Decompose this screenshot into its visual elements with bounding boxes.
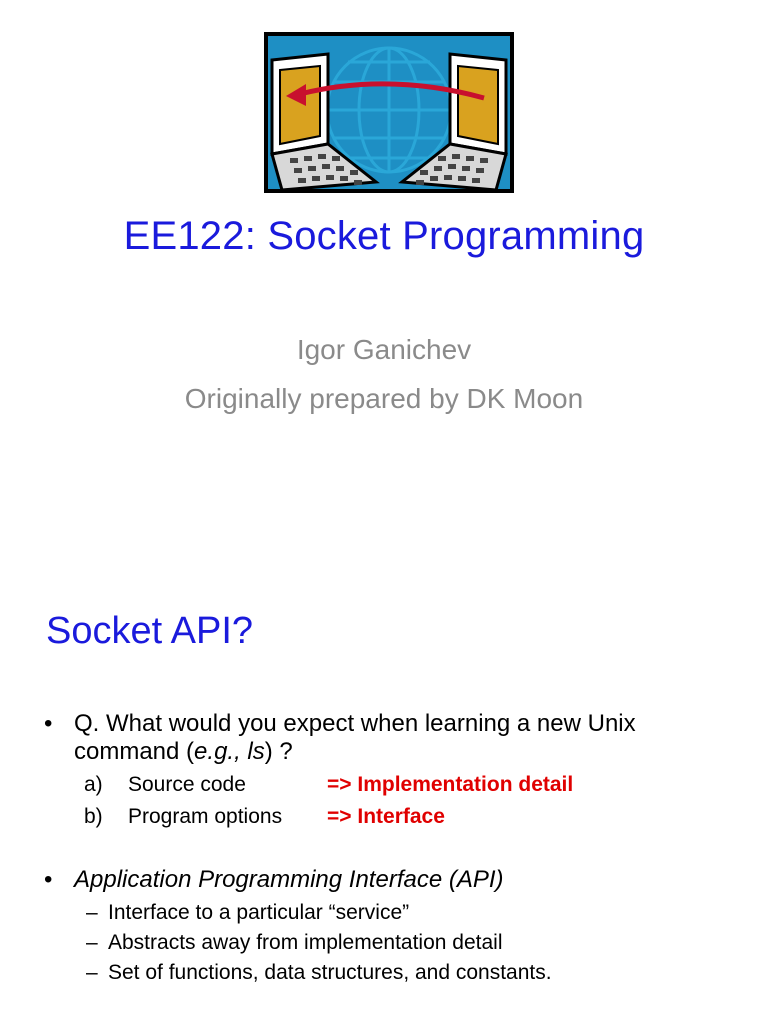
en-dash-icon: – [86,901,98,924]
list-item-text: Source code [128,773,246,796]
bullet-text: Q. What would you expect when learning a new Unix [74,710,636,737]
bullet-text-continued [74,738,293,766]
list-label: a) [84,773,103,796]
author-name: Igor Ganichev [296,334,472,365]
text-segment: ) ? [264,738,293,765]
slide-title: Socket API? [46,610,254,652]
bullet-text: Application Programming Interface (API) [74,866,504,893]
en-dash-icon: – [86,931,98,954]
bullet-dot-icon: • [44,710,53,737]
text-segment: command ( [74,738,195,765]
bullet-dot-icon: • [44,866,53,893]
networked-computers-globe-icon [264,32,514,193]
list-label: b) [84,805,103,828]
en-dash-icon: – [86,961,98,984]
sub-bullet-text: Interface to a particular “service” [108,901,410,924]
sub-bullet-text: Set of functions, data structures, and constants. [108,961,552,984]
credit-line: Originally prepared by DK Moon [184,383,584,414]
list-item-answer: => Implementation detail [327,773,574,796]
list-item-text: Program options [128,805,283,828]
list-item-answer: => Interface [327,805,445,828]
command-example: e.g., ls [194,738,265,765]
content-slide [0,590,768,1024]
slide-title: EE122: Socket Programming [123,214,645,258]
sub-bullet-text: Abstracts away from implementation detail [108,931,503,954]
